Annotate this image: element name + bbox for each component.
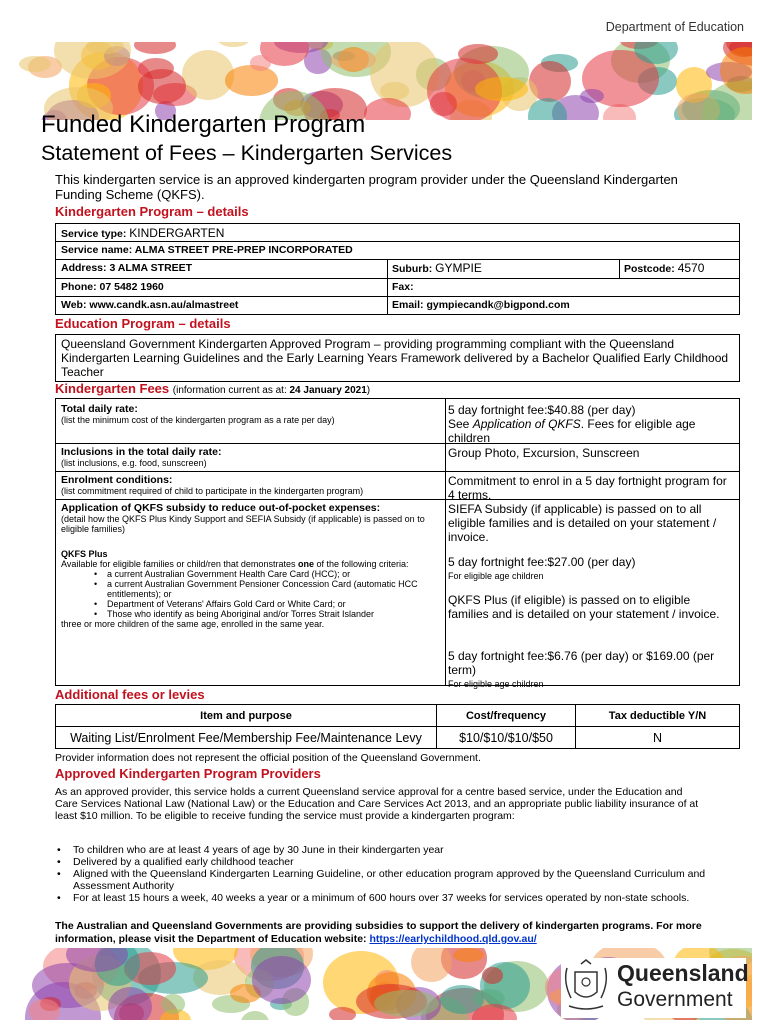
provider-disclaimer: Provider information does not represent the official position of the Queensland Government. [55,752,481,764]
qkfs-plus-fee-value: 5 day fortnight fee:$6.76 (per day) or $169.00 (per term) [448,649,715,677]
address-label: Address: [61,262,107,274]
coat-of-arms-icon [561,958,611,1016]
color-blob [250,55,271,71]
service-name-row [56,242,739,260]
color-blob [374,990,439,1017]
qkfs-plus-intro [61,559,441,569]
qkfs-plus-intro-bold: one [297,559,314,569]
total-daily-rate-value: 5 day fortnight fee:$40.88 (per day) [448,403,636,417]
inclusions-label: Inclusions in the total daily rate: [61,446,222,458]
criteria-item: • Those who identify as being Aboriginal and/or Torres Strait Islander [61,609,441,619]
fees-table [55,398,740,689]
qkfs-fee-note: For eligible age children [448,571,544,581]
inclusions-value: Group Photo, Excursion, Sunscreen [448,446,640,460]
total-daily-rate-hint: (list the minimum cost of the kindergarten program as a rate per day) [61,415,335,425]
qkfs-plus-intro-pre: Available for eligible families or child/ren that demonstrates [61,559,298,569]
approved-providers-heading: Approved Kindergarten Program Providers [55,766,321,781]
decorative-color-band [18,42,752,120]
list-item: • Aligned with the Queensland Kindergarten Learning Guideline, or other education program approved by the Queensland Curriculum and Assessment Authority [55,868,715,892]
table-cell: Waiting List/Enrolment Fee/Membership Fee/Maintenance Levy [56,727,437,749]
additional-fees-table [55,704,740,749]
table-header-row [56,705,740,727]
qkfs-plus-fee-note: For eligible age children [448,679,544,689]
suburb-label: Suburb: [392,263,433,275]
color-blob [29,999,60,1020]
color-blob [329,1007,357,1020]
education-website-link[interactable]: https://earlychildhood.qld.gov.au/ [369,933,537,945]
list-item: • For at least 15 hours a week, 40 weeks a year or a minimum of 600 hours over 37 weeks for services operated by non-state schools. [55,892,715,904]
column-header: Item and purpose [56,705,437,727]
color-blob [252,956,311,1005]
color-blob [482,967,503,984]
color-blob [411,948,452,982]
address-row [56,260,739,279]
enrolment-label: Enrolment conditions: [61,474,173,486]
inclusions-hint: (list inclusions, e.g. food, sunscreen) [61,458,207,468]
column-header: Cost/frequency [437,705,576,727]
service-type-label: Service type: [61,228,127,240]
qkfs-plus-value: QKFS Plus (if eligible) is passed on to eligible families and is detailed on your statement / invoice. [448,593,720,621]
service-type-row [56,224,739,242]
fees-note-date: 24 January 2021 [289,385,367,396]
eligibility-italic: Application of QKFS [472,417,581,431]
column-header: Tax deductible Y/N [576,705,740,727]
logo-line-2: Government [617,988,733,1011]
criteria-item: • a current Australian Government Health Care Card (HCC); or [61,569,441,579]
table-cell: N [576,727,740,749]
fees-note-prefix: (information current as at: [172,385,287,396]
address-value: 3 ALMA STREET [109,262,193,274]
program-details-table [55,223,740,315]
postcode-label: Postcode: [624,263,675,275]
criteria-item: • Department of Veterans' Affairs Gold Card or White Card; or [61,599,441,609]
fees-heading-text: Kindergarten Fees [55,381,170,396]
qkfs-plus-outro: three or more children of the same age, enrolled in the same year. [61,619,325,629]
web-row [56,297,739,315]
list-item: • To children who are at least 4 years of age by 30 June in their kindergarten year [55,844,715,856]
fees-note-suffix: ) [366,385,371,396]
color-blob [218,42,250,47]
service-name-value: ALMA STREET PRE-PREP INCORPORATED [134,244,353,256]
criteria-item: • a current Australian Government Pensioner Concession Card (automatic HCC entitlements); or [61,579,441,599]
color-blob [19,56,51,72]
color-blob [331,49,376,70]
table-cell: $10/$10/$10/$50 [437,727,576,749]
qkfs-subsidy-label: Application of QKFS subsidy to reduce out-of-pocket expenses: [61,502,381,514]
postcode-value: 4570 [677,261,705,275]
education-text: Queensland Government Kindergarten Approved Program – providing programming compliant with the Queensland Kindergarten Learning Guidelines and the Early Learning Years Framework delivered by a Bachelor Qualified Early Childhood Teacher [55,334,740,382]
eligibility-prefix: See [448,417,473,431]
phone-label: Phone: [61,281,97,293]
table-row [56,727,740,749]
color-blob [241,1011,269,1020]
web-value[interactable]: www.candk.asn.au/almastreet [89,299,239,311]
qkfs-plus-intro-post: of the following criteria: [313,559,409,569]
list-item: • Delivered by a qualified early childhood teacher [55,856,715,868]
color-blob [453,948,484,962]
color-blob [138,69,186,103]
total-daily-rate-eligibility [448,417,728,445]
page-subtitle: Statement of Fees – Kindergarten Services [41,141,453,165]
qkfs-fee-value: 5 day fortnight fee:$27.00 (per day) [448,555,636,569]
enrolment-hint: (list commitment required of child to participate in the kindergarten program) [61,486,364,496]
siefa-value: SIEFA Subsidy (if applicable) is passed on to all eligible families and is detailed on your statement / invoice. [448,502,717,544]
color-blob [161,994,185,1014]
program-details-heading: Kindergarten Program – details [55,204,249,219]
enrolment-value: Commitment to enrol in a 5 day fortnight program for 4 terms. [448,474,727,502]
page-title: Funded Kindergarten Program [41,111,366,138]
logo-line-1: Queensland [617,960,749,986]
education-heading: Education Program – details [55,316,231,331]
qkfs-subsidy-hint: (detail how the QKFS Plus Kindy Support and SEFIA Subsidy (if applicable) is passed on to eligible families) [61,514,425,534]
intro-text: This kindergarten service is an approved kindergarten program provider under the Queensland Kindergarten Funding Scheme (QKFS). [55,172,678,202]
eligibility-suffix: . Fees for eligible age children [448,417,696,445]
email-label: Email: [392,299,424,311]
service-name-label: Service name: [61,244,133,256]
department-label: Department of Education [605,20,744,34]
closing-statement [55,920,725,946]
email-value[interactable]: gympiecandk@bigpond.com [426,299,570,311]
color-blob [134,42,176,54]
qkfs-plus-criteria [61,569,441,619]
qkfs-plus-block [61,549,441,629]
web-label: Web: [61,299,87,311]
closing-text: The Australian and Queensland Governments are providing subsidies to support the delivery of kindergarten programs. For more information, please visit the Department of Education website: [55,920,702,945]
phone-value: 07 5482 1960 [99,281,164,293]
service-type-value: KINDERGARTEN [129,226,225,240]
queensland-government-logo [561,958,749,1018]
total-daily-rate-label: Total daily rate: [61,403,138,415]
qkfs-plus-title: QKFS Plus [61,549,108,559]
fees-heading [55,381,370,396]
approved-paragraph: As an approved provider, this service holds a current Queensland service approval for a centre based service, under the Education and Care Services National Law (National Law) or the Education and Care Services Act 2013, and an appropriate public liability insurance of at least $10 million. To be eligible to receive funding the service must provide a kindergarten program: [55,786,699,822]
approved-requirements-list [55,844,715,904]
fax-label: Fax: [392,281,414,293]
color-blob [225,65,279,96]
suburb-value: GYMPIE [435,261,482,275]
fees-note [173,385,370,396]
additional-fees-heading: Additional fees or levies [55,687,205,702]
phone-row [56,279,739,297]
